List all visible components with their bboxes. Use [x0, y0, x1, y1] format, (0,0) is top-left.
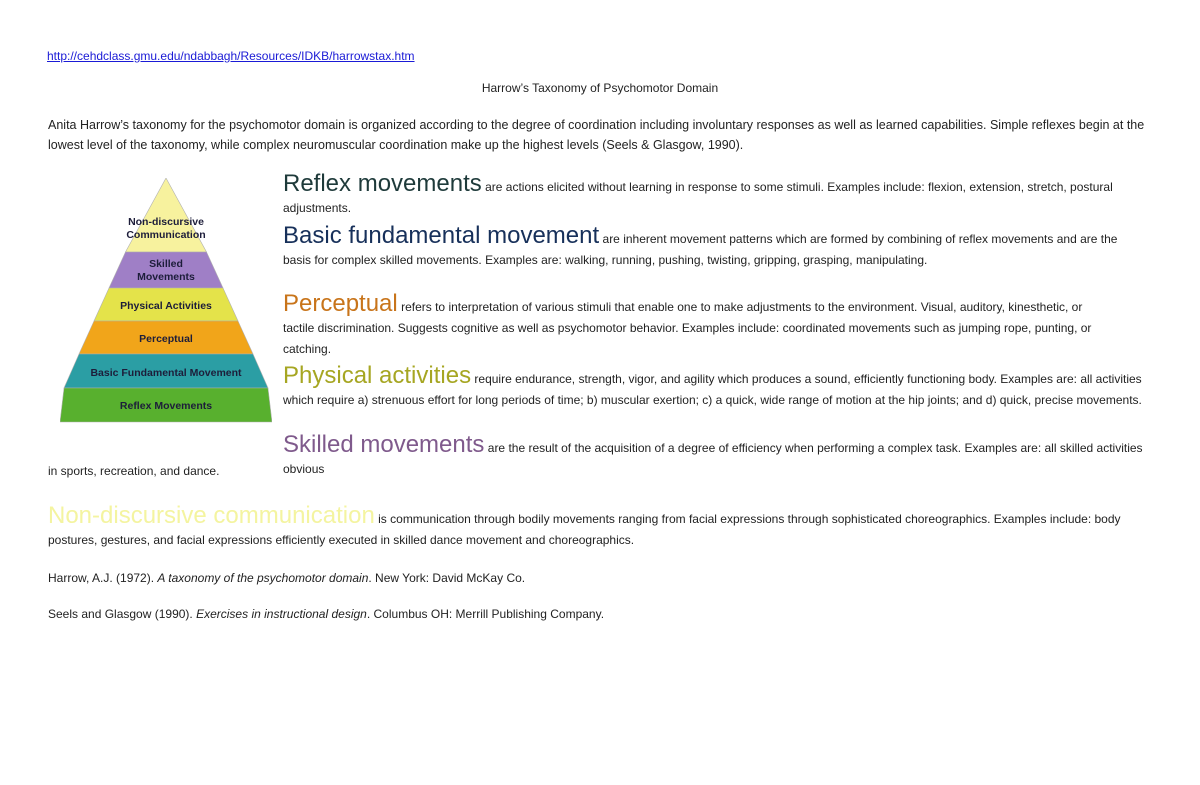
- entry-skilled: [283, 433, 1163, 480]
- intro-paragraph: Anita Harrow’s taxonomy for the psychomotor domain is organized according to the degree of coordination including involuntary responses as well as learned capabilities. Simple reflexes begin at the lowest level of the taxonomy, while complex neuromuscular coordination make up the highest levels (Seels & Glasgow, 1990).: [48, 118, 1145, 152]
- pyramid-label-basic: Basic Fundamental Movement: [90, 367, 242, 379]
- pyramid-label-skilled-2: Movements: [137, 271, 195, 283]
- desc-skilled-continued: in sports, recreation, and dance.: [48, 464, 220, 478]
- source-url-link[interactable]: http://cehdclass.gmu.edu/ndabbagh/Resources/IDKB/harrowstax.htm: [47, 49, 415, 63]
- entry-reflex: [283, 172, 1153, 219]
- page-title: Harrow’s Taxonomy of Psychomotor Domain: [481, 81, 719, 95]
- reference-seels-publisher: . Columbus OH: Merrill Publishing Company.: [366, 607, 605, 621]
- reference-seels-title: Exercises in instructional design: [196, 607, 367, 621]
- term-basic: Basic fundamental movement: [283, 222, 600, 249]
- reference-harrow-authors: Harrow, A.J. (1972).: [48, 571, 158, 585]
- entry-non-discursive: [48, 504, 1163, 551]
- reference-seels-authors: Seels and Glasgow (1990).: [48, 607, 197, 621]
- pyramid-label-non-discursive-2: Communication: [126, 229, 206, 241]
- term-reflex: Reflex movements: [283, 170, 482, 197]
- entry-physical: [283, 364, 1153, 411]
- term-perceptual: Perceptual: [283, 290, 398, 317]
- entry-basic: [283, 224, 1148, 271]
- pyramid-label-physical: Physical Activities: [120, 300, 212, 312]
- reference-harrow-title: A taxonomy of the psychomotor domain: [157, 571, 369, 585]
- desc-non-discursive: is communication through bodily movements ranging from facial expressions through sophisticated choreographics. Examples include: body postures, gestures, and facial expressions efficiently executed in skilled dance movement and choreographics.: [48, 512, 1121, 547]
- desc-skilled-1: are the result of the acquisition of a degree of efficiency when performing a complex task. Examples are: all skilled activities obvious: [283, 441, 1143, 476]
- reference-harrow: [48, 571, 525, 585]
- taxonomy-pyramid: [60, 178, 272, 424]
- desc-perceptual: refers to interpretation of various stimuli that enable one to make adjustments to the environment. Visual, auditory, kinesthetic, or tactile discrimination. Suggests cognitive as well as psychomotor behavior. Examples include: coordinated movements such as jumping rope, punting, or catching.: [283, 300, 1092, 356]
- reference-harrow-publisher: . New York: David McKay Co.: [368, 571, 526, 585]
- term-physical: Physical activities: [283, 362, 472, 389]
- entry-perceptual: [283, 292, 1098, 360]
- term-non-discursive: Non-discursive communication: [48, 502, 375, 529]
- pyramid-label-reflex: Reflex Movements: [119, 400, 213, 412]
- desc-physical: require endurance, strength, vigor, and agility which produces a sound, efficiently functioning body. Examples are: all activities which require a) strenuous effort for long periods of time; b) muscular exertion; c) a quick, wide range of motion at the hip joints; and d) quick, precise movements.: [283, 372, 1142, 407]
- pyramid-label-skilled-1: Skilled: [149, 258, 183, 270]
- desc-basic: are inherent movement patterns which are formed by combining of reflex movements and are the basis for complex skilled movements. Examples are: walking, running, pushing, twisting, gripping, grasping, manipulating.: [283, 232, 1118, 267]
- pyramid-label-perceptual: Perceptual: [139, 333, 193, 345]
- reference-seels: [48, 607, 604, 621]
- desc-reflex: are actions elicited without learning in response to some stimuli. Examples include: flexion, extension, stretch, postural adjustments.: [283, 180, 1113, 215]
- term-skilled: Skilled movements: [283, 431, 485, 458]
- pyramid-label-non-discursive-1: Non-discursive: [128, 216, 204, 228]
